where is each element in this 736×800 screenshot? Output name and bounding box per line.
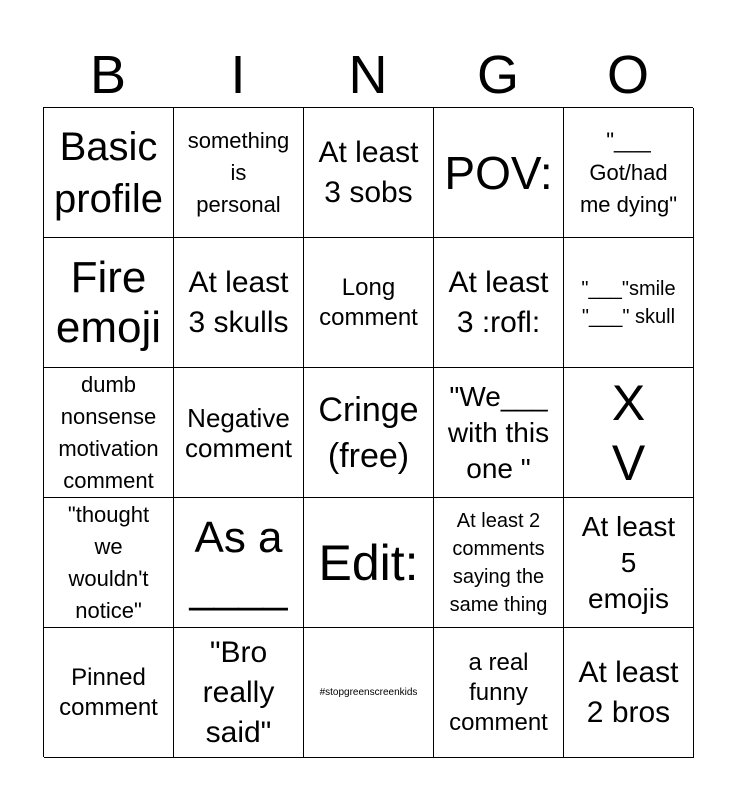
- bingo-grid: [43, 107, 693, 757]
- bingo-cell[interactable]: As a ____: [174, 498, 304, 628]
- bingo-cell[interactable]: Edit:: [304, 498, 434, 628]
- bingo-cell[interactable]: #stopgreenscreenkids: [304, 628, 434, 758]
- bingo-cell[interactable]: "___"smile "___" skull: [564, 238, 694, 368]
- bingo-cell[interactable]: At least 5 emojis: [564, 498, 694, 628]
- bingo-cell[interactable]: "thought we wouldn't notice": [44, 498, 174, 628]
- bingo-cell[interactable]: "___ Got/had me dying": [564, 108, 694, 238]
- bingo-cell[interactable]: something is personal: [174, 108, 304, 238]
- bingo-cell[interactable]: a real funny comment: [434, 628, 564, 758]
- bingo-cell[interactable]: At least 2 comments saying the same thing: [434, 498, 564, 628]
- header-letter-i: I: [230, 45, 246, 105]
- bingo-cell[interactable]: Fire emoji: [44, 238, 174, 368]
- bingo-cell[interactable]: "We___ with this one ": [434, 368, 564, 498]
- bingo-cell[interactable]: POV:: [434, 108, 564, 238]
- bingo-cell[interactable]: Long comment: [304, 238, 434, 368]
- header-letter-b: B: [89, 45, 127, 105]
- bingo-cell[interactable]: At least 2 bros: [564, 628, 694, 758]
- bingo-cell[interactable]: X V: [564, 368, 694, 498]
- bingo-cell[interactable]: Basic profile: [44, 108, 174, 238]
- bingo-cell[interactable]: Cringe (free): [304, 368, 434, 498]
- bingo-cell[interactable]: "Bro really said": [174, 628, 304, 758]
- bingo-cell[interactable]: At least 3 sobs: [304, 108, 434, 238]
- bingo-header: [43, 42, 693, 108]
- bingo-cell[interactable]: At least 3 :rofl:: [434, 238, 564, 368]
- header-letter-o: O: [606, 45, 649, 105]
- header-letter-g: G: [476, 45, 519, 105]
- bingo-cell[interactable]: Pinned comment: [44, 628, 174, 758]
- bingo-cell[interactable]: Negative comment: [174, 368, 304, 498]
- bingo-cell[interactable]: At least 3 skulls: [174, 238, 304, 368]
- header-letter-n: N: [348, 45, 388, 105]
- bingo-cell[interactable]: dumb nonsense motivation comment: [44, 368, 174, 498]
